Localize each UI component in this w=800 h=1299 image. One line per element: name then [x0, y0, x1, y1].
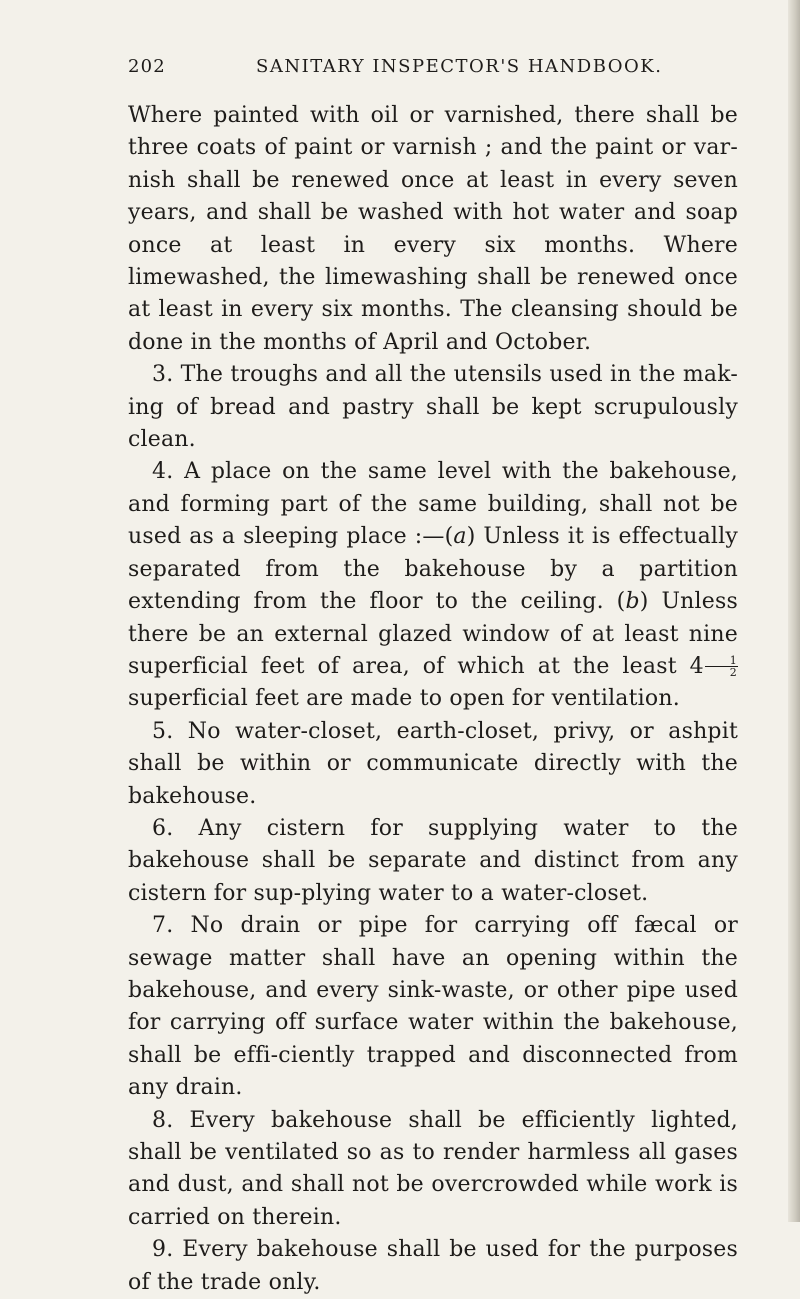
page-header — [128, 56, 738, 90]
paragraph-4 — [128, 456, 738, 715]
paragraph-4-part-c: ) Unless there be an external glazed window of at least nine superficial feet of area, of which at the least 4 — [128, 589, 738, 679]
paragraph-8: 8. Every bakehouse shall be efficiently lighted, shall be ventilated so as to render harmless all gases and dust, and shall not be overcrowded while work is carried on therein. — [128, 1107, 738, 1230]
paragraph-9: 9. Every bakehouse shall be used for the purposes of the trade only. — [128, 1237, 738, 1295]
paragraph-continued: Where painted with oil or varnished, there shall be three coats of paint or varnish ; and the paint or var-nish shall be renewed once at least in every seven years, and shall be washed with hot water and soap once at least in every six months. Where limewashed, the limewashing shall be renewed once at least in every six months. The cleansing should be done in the months of April and October. — [128, 103, 738, 355]
page-number: 202 — [128, 56, 166, 77]
fraction-denominator: 2 — [729, 666, 737, 680]
paragraph-6: 6. Any cistern for supplying water to the bakehouse shall be separate and distinct from any cistern for sup-plying water to a water-closet. — [128, 815, 738, 906]
fraction-numerator: 1 — [705, 655, 738, 667]
paragraph-4-part-d: superficial feet are made to open for ventilation. — [128, 686, 680, 712]
clause-letter-a: a — [453, 524, 467, 550]
fraction-half — [705, 655, 738, 678]
paragraph-7: 7. No drain or pipe for carrying off fæcal or sewage matter shall have an opening within the bakehouse, and every sink-waste, or other pipe used for carrying off surface water within the bakehouse, shall be effi-ciently trapped and disconnected from any drain. — [128, 913, 738, 1101]
paragraph-4-part-b: ) Unless it is effectually separated from the bakehouse by a partition extending from the floor to the ceiling. ( — [128, 524, 739, 615]
book-page — [128, 56, 738, 1299]
paragraph-5: 5. No water-closet, earth-closet, privy, or ashpit shall be within or communicate directly with the bakehouse. — [128, 718, 738, 809]
running-head: SANITARY INSPECTOR'S HANDBOOK. — [256, 56, 663, 77]
page-body — [128, 100, 738, 1299]
paragraph-3: 3. The troughs and all the utensils used in the mak-ing of bread and pastry shall be kept scrupulously clean. — [128, 362, 738, 453]
clause-letter-b: b — [625, 589, 640, 615]
paragraph-4-part-a: 4. A place on the same level with the bakehouse, and forming part of the same building, shall not be used as a sleeping place :—( — [128, 459, 738, 550]
page-edge — [788, 0, 800, 1222]
